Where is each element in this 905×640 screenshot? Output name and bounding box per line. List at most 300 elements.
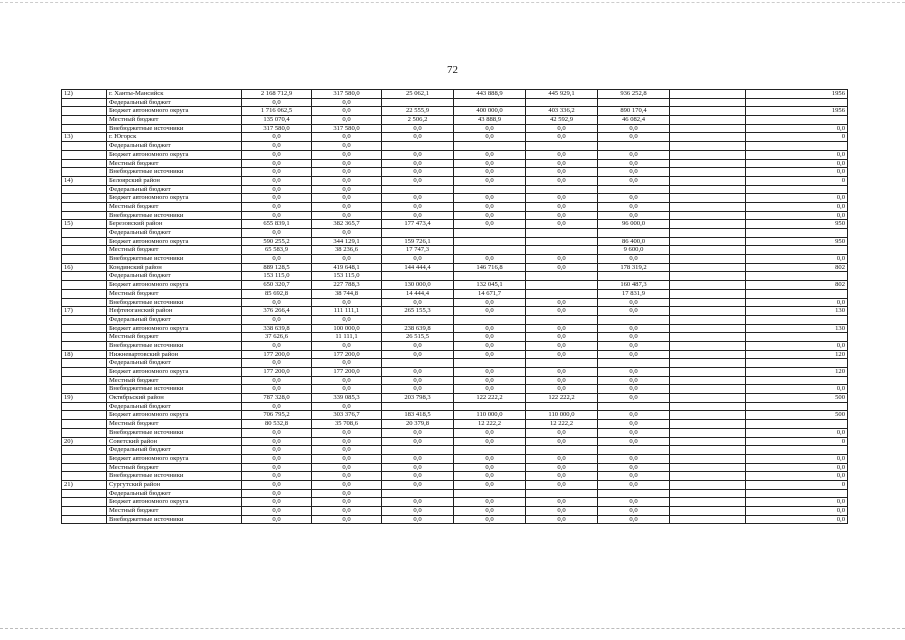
value-col-2: 0,0 [312,116,382,125]
table-row [62,263,848,272]
value-col-6: 46 082,4 [598,116,670,125]
value-col-6: 0,0 [598,411,670,420]
row-number [62,246,107,255]
value-col-3: 0,0 [382,498,454,507]
value-col-2: 100 000,0 [312,324,382,333]
value-col-7 [670,202,746,211]
value-col-3: 0,0 [382,211,454,220]
value-col-5: 0,0 [526,480,598,489]
value-col-6 [598,359,670,368]
value-col-3: 0,0 [382,454,454,463]
value-col-4: 122 222,2 [454,394,526,403]
row-label: Внебюджетные источники [107,298,242,307]
row-number [62,237,107,246]
value-col-6: 0,0 [598,211,670,220]
value-col-7 [670,307,746,316]
value-col-2: 0,0 [312,437,382,446]
value-col-4: 0,0 [454,341,526,350]
value-last: 0,0 [746,202,848,211]
row-label: Федеральный бюджет [107,272,242,281]
value-last: 1956 [746,107,848,116]
value-last: 0,0 [746,454,848,463]
value-col-4: 0,0 [454,454,526,463]
value-total: 0,0 [242,515,312,524]
value-col-4: 12 222,2 [454,420,526,429]
value-col-7 [670,454,746,463]
value-col-4 [454,246,526,255]
row-label: Федеральный бюджет [107,359,242,368]
table-row [62,98,848,107]
value-last: 802 [746,281,848,290]
value-col-7 [670,368,746,377]
value-col-2: 0,0 [312,359,382,368]
value-col-3: 203 798,3 [382,394,454,403]
table-row [62,324,848,333]
value-col-6 [598,402,670,411]
value-col-3: 2 506,2 [382,116,454,125]
value-col-6: 0,0 [598,463,670,472]
table-row [62,480,848,489]
value-total: 0,0 [242,255,312,264]
scan-edge-top [0,2,905,4]
value-col-3: 0,0 [382,341,454,350]
table-row [62,454,848,463]
value-total: 317 580,0 [242,124,312,133]
row-label: Бюджет автономного округа [107,194,242,203]
value-last [746,333,848,342]
value-col-7 [670,463,746,472]
value-col-4 [454,185,526,194]
value-col-5 [526,289,598,298]
value-col-3: 26 515,5 [382,333,454,342]
value-col-2: 0,0 [312,507,382,516]
table-row [62,107,848,116]
value-last: 0,0 [746,472,848,481]
value-col-4: 0,0 [454,376,526,385]
value-col-7 [670,107,746,116]
value-col-5: 0,0 [526,176,598,185]
value-col-6: 0,0 [598,133,670,142]
value-last: 0,0 [746,463,848,472]
value-col-2: 317 580,0 [312,90,382,99]
value-col-6: 178 319,2 [598,263,670,272]
value-col-5: 0,0 [526,507,598,516]
table-row [62,289,848,298]
value-last: 0,0 [746,515,848,524]
value-col-3: 0,0 [382,480,454,489]
row-number: 15) [62,220,107,229]
value-col-7 [670,272,746,281]
row-number: 12) [62,90,107,99]
value-last: 0,0 [746,255,848,264]
value-last [746,98,848,107]
row-label: Федеральный бюджет [107,315,242,324]
value-col-2: 0,0 [312,98,382,107]
value-last [746,402,848,411]
value-col-4: 43 888,9 [454,116,526,125]
value-col-5: 12 222,2 [526,420,598,429]
row-number: 21) [62,480,107,489]
value-col-4 [454,489,526,498]
row-number: 19) [62,394,107,403]
value-last: 120 [746,350,848,359]
row-number [62,446,107,455]
value-total: 80 532,8 [242,420,312,429]
table-row [62,255,848,264]
value-col-7 [670,359,746,368]
value-col-3: 0,0 [382,350,454,359]
value-col-5: 0,0 [526,463,598,472]
value-total: 0,0 [242,472,312,481]
value-total: 153 115,0 [242,272,312,281]
value-total: 0,0 [242,498,312,507]
value-col-6 [598,185,670,194]
value-last: 0,0 [746,124,848,133]
value-col-7 [670,220,746,229]
row-number [62,272,107,281]
value-last: 0,0 [746,211,848,220]
value-col-5 [526,359,598,368]
row-number [62,168,107,177]
table-row [62,394,848,403]
value-col-5: 0,0 [526,515,598,524]
row-label: Бюджет автономного округа [107,368,242,377]
row-label: Внебюджетные источники [107,385,242,394]
value-col-6: 0,0 [598,454,670,463]
row-number [62,515,107,524]
value-col-2: 177 200,0 [312,350,382,359]
value-col-7 [670,211,746,220]
value-col-5: 0,0 [526,255,598,264]
value-col-2: 0,0 [312,385,382,394]
value-last: 950 [746,220,848,229]
value-col-5 [526,229,598,238]
value-col-3: 0,0 [382,124,454,133]
row-label: Федеральный бюджет [107,142,242,151]
value-col-2: 0,0 [312,498,382,507]
row-label: Бюджет автономного округа [107,411,242,420]
value-col-3: 183 418,5 [382,411,454,420]
row-number [62,255,107,264]
value-col-5: 0,0 [526,202,598,211]
value-col-4: 0,0 [454,480,526,489]
value-last [746,446,848,455]
value-col-2: 38 744,8 [312,289,382,298]
value-col-6: 0,0 [598,394,670,403]
value-col-6: 890 170,4 [598,107,670,116]
value-last: 120 [746,368,848,377]
value-col-5 [526,246,598,255]
row-number [62,116,107,125]
row-label: Местный бюджет [107,376,242,385]
value-total: 0,0 [242,142,312,151]
value-total: 85 692,8 [242,289,312,298]
value-col-7 [670,263,746,272]
value-col-2: 0,0 [312,315,382,324]
value-col-4: 0,0 [454,159,526,168]
row-label: Федеральный бюджет [107,489,242,498]
value-col-5: 0,0 [526,428,598,437]
row-number [62,498,107,507]
value-col-3: 22 555,9 [382,107,454,116]
value-col-4: 0,0 [454,472,526,481]
value-col-7 [670,376,746,385]
value-col-4: 0,0 [454,211,526,220]
value-col-2: 0,0 [312,107,382,116]
value-total: 65 583,9 [242,246,312,255]
value-col-3 [382,402,454,411]
value-col-5 [526,446,598,455]
table-row [62,341,848,350]
row-label: Внебюджетные источники [107,341,242,350]
value-col-4: 0,0 [454,437,526,446]
value-col-4: 0,0 [454,350,526,359]
value-col-3: 238 639,8 [382,324,454,333]
value-total: 0,0 [242,402,312,411]
value-total: 0,0 [242,376,312,385]
table-row [62,159,848,168]
value-col-4: 0,0 [454,515,526,524]
value-col-7 [670,90,746,99]
value-col-4: 0,0 [454,220,526,229]
value-total: 37 626,6 [242,333,312,342]
value-col-3 [382,315,454,324]
value-col-6: 0,0 [598,176,670,185]
row-label: Внебюджетные источники [107,515,242,524]
table-row [62,307,848,316]
value-col-4 [454,272,526,281]
value-total: 0,0 [242,463,312,472]
row-number: 17) [62,307,107,316]
value-col-6: 17 831,9 [598,289,670,298]
value-col-5: 0,0 [526,168,598,177]
value-col-6: 0,0 [598,376,670,385]
table-row [62,315,848,324]
value-col-7 [670,281,746,290]
value-last: 0,0 [746,507,848,516]
value-col-2: 0,0 [312,211,382,220]
row-label: Нефтеюганский район [107,307,242,316]
value-col-3: 0,0 [382,150,454,159]
value-col-2: 0,0 [312,255,382,264]
value-col-7 [670,98,746,107]
value-col-5: 0,0 [526,333,598,342]
value-total: 0,0 [242,168,312,177]
table-row [62,150,848,159]
table-row [62,333,848,342]
value-col-3: 20 379,8 [382,420,454,429]
value-col-4 [454,237,526,246]
value-col-6: 86 400,0 [598,237,670,246]
value-col-5 [526,489,598,498]
value-col-7 [670,515,746,524]
value-col-2: 0,0 [312,489,382,498]
row-label: Сургутский район [107,480,242,489]
value-col-5: 0,0 [526,472,598,481]
value-col-6 [598,142,670,151]
table-row [62,124,848,133]
value-col-7 [670,150,746,159]
value-col-7 [670,350,746,359]
value-last: 500 [746,411,848,420]
table-row [62,176,848,185]
row-label: г. Ханты-Мансийск [107,90,242,99]
value-col-4 [454,229,526,238]
budget-table [61,89,848,524]
table-row [62,220,848,229]
value-col-7 [670,480,746,489]
row-number [62,411,107,420]
row-number [62,324,107,333]
value-col-6 [598,489,670,498]
value-col-6: 0,0 [598,333,670,342]
value-col-3: 0,0 [382,437,454,446]
value-col-5 [526,185,598,194]
value-col-3: 0,0 [382,159,454,168]
value-last: 0,0 [746,194,848,203]
value-col-4: 0,0 [454,202,526,211]
value-col-4: 132 045,1 [454,281,526,290]
value-last [746,420,848,429]
row-number [62,333,107,342]
value-last: 0,0 [746,168,848,177]
row-number [62,185,107,194]
value-total: 177 200,0 [242,368,312,377]
value-col-6 [598,229,670,238]
value-col-7 [670,176,746,185]
value-col-6: 0,0 [598,480,670,489]
value-last [746,272,848,281]
value-col-7 [670,411,746,420]
value-col-3: 0,0 [382,133,454,142]
row-label: Федеральный бюджет [107,185,242,194]
row-number [62,98,107,107]
value-col-7 [670,420,746,429]
value-col-7 [670,341,746,350]
value-col-2: 0,0 [312,454,382,463]
value-col-6: 0,0 [598,507,670,516]
value-total: 0,0 [242,298,312,307]
value-last: 0 [746,133,848,142]
table-body [62,90,848,524]
value-col-5: 0,0 [526,324,598,333]
value-col-4: 0,0 [454,124,526,133]
value-total: 0,0 [242,194,312,203]
value-last: 0,0 [746,341,848,350]
row-label: Местный бюджет [107,420,242,429]
value-col-3 [382,446,454,455]
value-col-3: 0,0 [382,472,454,481]
value-col-2: 419 648,1 [312,263,382,272]
value-total: 2 168 712,9 [242,90,312,99]
value-total: 0,0 [242,341,312,350]
value-col-3: 0,0 [382,463,454,472]
value-col-5: 0,0 [526,341,598,350]
value-col-5: 0,0 [526,124,598,133]
scan-edge-bottom [0,628,905,630]
page-number: 72 [447,64,458,76]
value-col-2: 0,0 [312,515,382,524]
value-total: 0,0 [242,176,312,185]
value-total: 0,0 [242,211,312,220]
value-total: 787 328,0 [242,394,312,403]
value-col-2: 38 236,6 [312,246,382,255]
value-last: 130 [746,307,848,316]
value-col-3: 0,0 [382,194,454,203]
value-col-3: 177 473,4 [382,220,454,229]
table-row [62,507,848,516]
value-total: 135 070,4 [242,116,312,125]
value-col-6: 0,0 [598,385,670,394]
row-label: Советский район [107,437,242,446]
value-col-7 [670,498,746,507]
row-label: Внебюджетные источники [107,472,242,481]
value-total: 0,0 [242,150,312,159]
value-col-3 [382,359,454,368]
row-number [62,463,107,472]
value-col-4: 0,0 [454,298,526,307]
row-number [62,402,107,411]
value-col-5: 0,0 [526,307,598,316]
value-col-2: 0,0 [312,176,382,185]
value-col-6 [598,446,670,455]
value-col-3 [382,98,454,107]
row-number: 16) [62,263,107,272]
value-col-5 [526,237,598,246]
value-col-7 [670,437,746,446]
value-col-2: 0,0 [312,142,382,151]
row-label: Местный бюджет [107,159,242,168]
row-number [62,489,107,498]
value-col-3: 144 444,4 [382,263,454,272]
value-total: 650 320,7 [242,281,312,290]
row-label: Бюджет автономного округа [107,107,242,116]
value-col-7 [670,255,746,264]
value-col-7 [670,324,746,333]
value-total: 0,0 [242,315,312,324]
table-row [62,402,848,411]
value-col-3: 0,0 [382,368,454,377]
value-col-5: 0,0 [526,454,598,463]
value-col-4: 0,0 [454,463,526,472]
value-col-4: 0,0 [454,307,526,316]
value-col-4: 0,0 [454,168,526,177]
table-row [62,202,848,211]
value-last: 0 [746,480,848,489]
value-col-2: 0,0 [312,298,382,307]
value-col-3 [382,229,454,238]
value-col-5: 110 000,0 [526,411,598,420]
value-col-6: 0,0 [598,350,670,359]
value-last: 1956 [746,90,848,99]
value-col-6 [598,98,670,107]
value-col-2: 0,0 [312,159,382,168]
value-col-3: 159 726,1 [382,237,454,246]
value-col-3 [382,142,454,151]
value-col-6 [598,315,670,324]
row-label: Внебюджетные источники [107,255,242,264]
value-col-5: 0,0 [526,194,598,203]
row-number [62,420,107,429]
row-number [62,315,107,324]
table-row [62,281,848,290]
value-last [746,116,848,125]
value-col-5: 0,0 [526,498,598,507]
value-col-2: 0,0 [312,185,382,194]
value-last [746,229,848,238]
row-label: Федеральный бюджет [107,446,242,455]
value-col-5 [526,315,598,324]
